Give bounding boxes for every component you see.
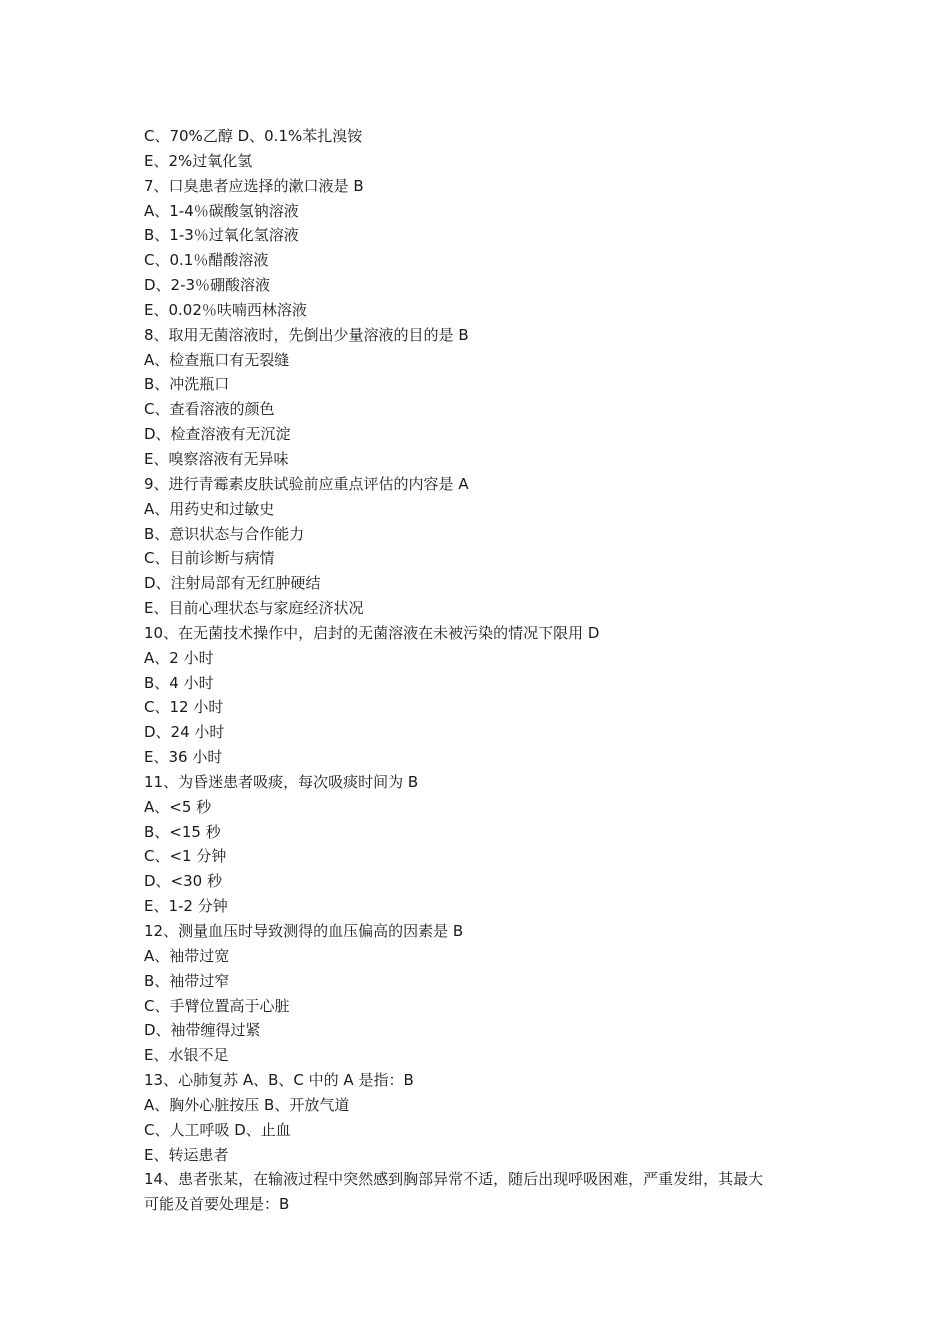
- text-line: A、用药史和过敏史: [144, 499, 275, 518]
- text-line: B、<15 秒: [144, 822, 221, 841]
- text-line: 12、测量血压时导致测得的血压偏高的因素是 B: [144, 922, 464, 940]
- text-line: C、目前诊断与病情: [144, 549, 275, 568]
- text-line: 14、患者张某，在输液过程中突然感到胸部异常不适，随后出现呼吸困难，严重发绀，其最大: [144, 1170, 764, 1189]
- text-line: E、嗅察溶液有无异味: [144, 449, 289, 468]
- document-page: [144, 124, 824, 1217]
- text-line: D、袖带缠得过紧: [144, 1021, 261, 1040]
- text-line: E、1-2 分钟: [144, 897, 228, 916]
- text-line: 10、在无菌技术操作中，启封的无菌溶液在未被污染的情况下限用 D: [144, 623, 600, 642]
- text-line: B、4 小时: [144, 673, 214, 692]
- text-line: A、胸外心脏按压 B、开放气道: [144, 1095, 350, 1114]
- text-line: E、2%过氧化氢: [144, 151, 253, 170]
- text-line: D、2-3％硼酸溶液: [144, 276, 271, 295]
- text-line: B、1-3％过氧化氢溶液: [144, 226, 299, 245]
- text-line: C、70%乙醇 D、0.1%苯扎溴铵: [144, 127, 363, 145]
- text-line: A、检查瓶口有无裂缝: [144, 350, 290, 369]
- text-line: C、<1 分钟: [144, 847, 227, 866]
- text-line: C、查看溶液的颜色: [144, 400, 275, 419]
- text-line: 8、取用无菌溶液时，先倒出少量溶液的目的是 B: [144, 325, 469, 344]
- text-line: A、1-4％碳酸氢钠溶液: [144, 201, 299, 220]
- text-line: E、转运患者: [144, 1145, 229, 1164]
- text-line: B、意识状态与合作能力: [144, 524, 305, 543]
- text-line: C、12 小时: [144, 698, 224, 717]
- text-line: 可能及首要处理是：B: [144, 1195, 290, 1214]
- text-line: D、检查溶液有无沉淀: [144, 425, 291, 444]
- text-line: E、水银不足: [144, 1046, 229, 1065]
- text-line: B、冲洗瓶口: [144, 375, 230, 394]
- text-line: D、注射局部有无红肿硬结: [144, 574, 321, 593]
- text-line: E、36 小时: [144, 748, 223, 767]
- text-line: C、手臂位置高于心脏: [144, 996, 290, 1015]
- text-line: 9、进行青霉素皮肤试验前应重点评估的内容是 A: [144, 474, 469, 493]
- text-line: B、袖带过窄: [144, 971, 230, 990]
- text-line: C、人工呼吸 D、止血: [144, 1120, 291, 1139]
- text-line: 11、为昏迷患者吸痰，每次吸痰时间为 B: [144, 772, 419, 791]
- text-line: C、0.1％醋酸溶液: [144, 251, 269, 270]
- text-line: D、<30 秒: [144, 872, 222, 891]
- text-line: A、<5 秒: [144, 797, 212, 816]
- text-line: 7、口臭患者应选择的漱口液是 B: [144, 176, 364, 195]
- text-line: E、目前心理状态与家庭经济状况: [144, 599, 364, 618]
- text-line: D、24 小时: [144, 723, 225, 742]
- text-line: A、2 小时: [144, 648, 214, 667]
- text-line: A、袖带过宽: [144, 946, 230, 965]
- text-line: 13、心肺复苏 A、B、C 中的 A 是指：B: [144, 1071, 414, 1090]
- text-line: E、0.02％呋喃西林溶液: [144, 300, 307, 319]
